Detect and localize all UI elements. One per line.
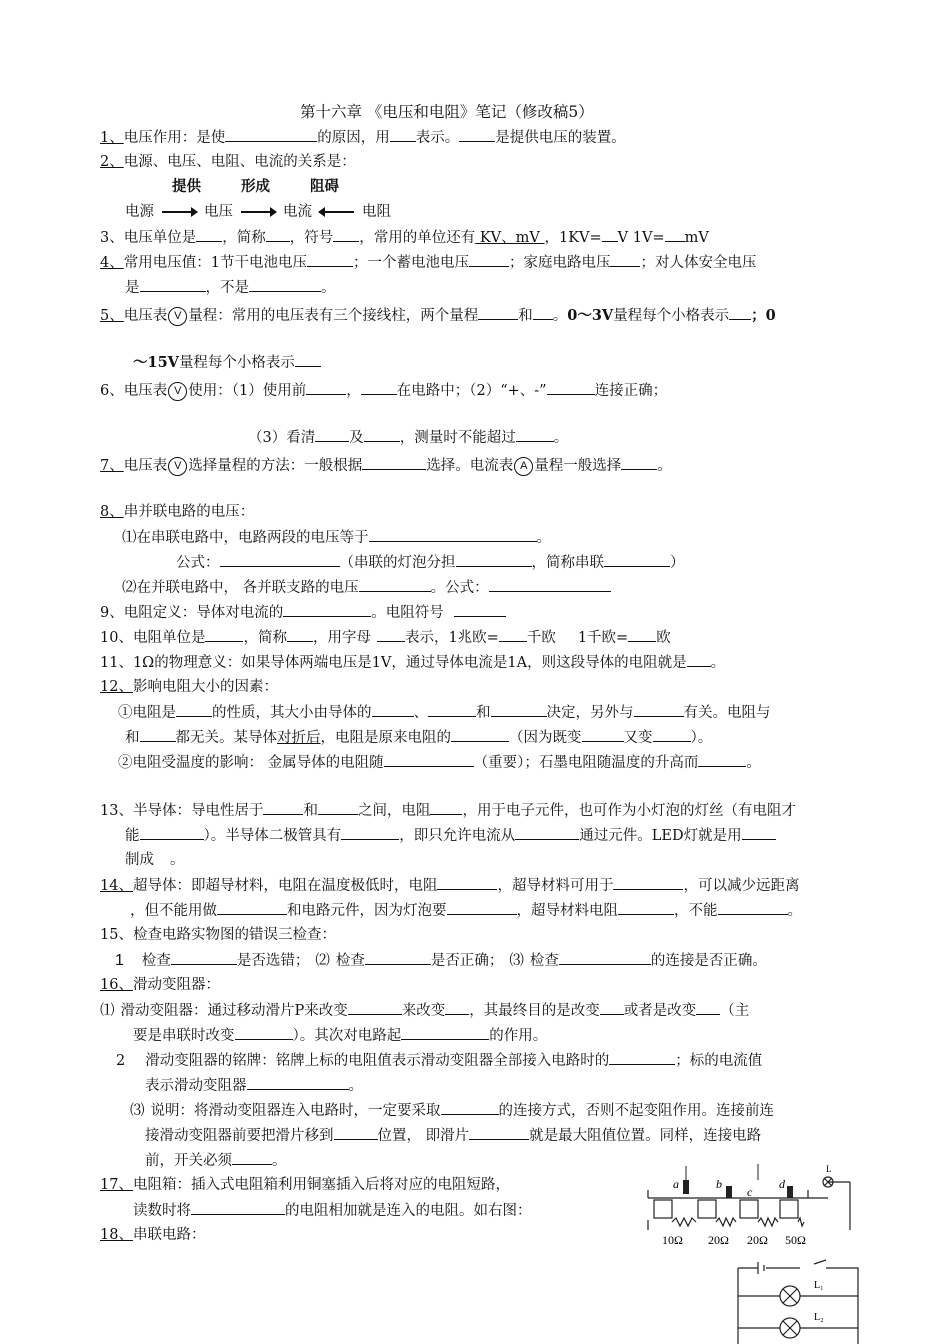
item-12-c: ②电阻受温度的影响： 金属导体的电阻随 （重要）；石墨电阻随温度的升高而 。 [118, 752, 761, 773]
item-18: 18、串联电路： [100, 1227, 206, 1243]
lamp-label: L [826, 1164, 832, 1174]
item-17: 17、电阻箱：插入式电阻箱利用铜塞插入后将对应的电阻短路， [100, 1177, 510, 1193]
item-16-3-cont2: 前，开关必须 。 [145, 1150, 287, 1171]
page-title: 第十六章 《电压和电阻》笔记（修改稿5） [300, 103, 594, 121]
item-13-cont: 能 ）。半导体二极管具有 ，即只允许电流从 通过元件。LED灯就是用 [125, 825, 776, 846]
item-15-checks: 1 检查 是否选错； ⑵ 检查 是否正确； ⑶ 检查 的连接是否正确。 [115, 952, 767, 969]
relation-chain: 电源 电压 电流 电阻 [125, 204, 391, 220]
item-16-2: 2 滑动变阻器的铭牌：铭牌上标的电阻值表示滑动变阻器全部接入电路时的 ；标的电流值 [116, 1050, 762, 1071]
series-circuit-figure [730, 1258, 865, 1344]
item-16-1: ⑴ 滑动变阻器：通过移动滑片P来改变 来改变 ，其最终目的是改变 或者是改变 （主 [100, 1000, 749, 1021]
item-8-series: ⑴在串联电路中，电路两段的电压等于 。 [122, 527, 551, 548]
voltmeter-icon: V [168, 382, 187, 401]
item-14-cont: ，但不能用做 和电路元件，因为灯泡要 ，超导材料电阻 ，不能 。 [130, 900, 802, 921]
item-12-b: 和 都无关。某导体对折后，电阻是原来电阻的 （因为既变 又变 ）。 [125, 727, 712, 748]
item-16-2-cont: 表示滑动变阻器 。 [145, 1075, 363, 1096]
value-20b: 20Ω [747, 1233, 768, 1247]
item-14: 14、超导体：即超导材料，电阻在温度极低时，电阻 ，超导材料可用于 ，可以减少远距离 [100, 875, 799, 896]
item-16-3: ⑶ 说明：将滑动变阻器连入电路时，一定要采取 的连接方式，否则不起变阻作用。连接前连 [130, 1100, 774, 1121]
item-4-cont: 是 ，不是 。 [125, 277, 336, 298]
item-1: 1、电压作用：是使 的原因，用 表示。 是提供电压的装置。 [100, 127, 626, 148]
item-6-cont: （3）看清 及 ，测量时不能超过 。 [248, 427, 568, 448]
item-16-1-cont: 要是串联时改变 ）。其次对电路起 的作用。 [133, 1025, 547, 1046]
item-16-3-cont: 接滑动变阻器前要把滑片移到 位置， 即滑片 就是最大阻值位置。同样，连接电路 [145, 1125, 761, 1146]
item-5-cont: ～15V量程每个小格表示 [133, 352, 321, 373]
voltmeter-icon: V [168, 307, 187, 326]
lamp-l2-label: L₂ [814, 1312, 824, 1323]
item-16: 16、滑动变阻器： [100, 977, 220, 993]
item-7: 7、电压表 V 选择量程的方法：一般根据 选择。电流表 A 量程一般选择 。 [100, 455, 672, 476]
arrow-right-icon [162, 211, 196, 213]
item-12: 12、影响电阻大小的因素： [100, 679, 278, 695]
arrow-right-icon [241, 211, 275, 213]
value-10: 10Ω [662, 1233, 683, 1247]
plug-a [683, 1180, 689, 1194]
item-3: 3、电压单位是 ，简称 ，符号 ，常用的单位还有 KV、mV ，1KV= V 1V= mV [100, 227, 709, 248]
item-8-formula: 公式： （串联的灯泡分担 ，简称串联 ） [176, 552, 685, 573]
plug-d [787, 1186, 793, 1198]
arrow-left-icon [320, 211, 354, 213]
item-4: 4、常用电压值：1节干电池电压 ；一个蓄电池电压 ；家庭电路电压 ；对人体安全电压 [100, 252, 756, 273]
ammeter-icon: A [514, 457, 533, 476]
lamp-l1-label: L₁ [814, 1280, 824, 1291]
item-17-cont: 读数时将 的电阻相加就是连入的电阻。如右图： [133, 1200, 532, 1221]
item-10: 10、电阻单位是 ，简称 ，用字母 表示，1兆欧= 千欧 1千欧= 欧 [100, 627, 671, 648]
item-15: 15、检查电路实物图的错误三检查： [100, 927, 336, 943]
label-c: c [747, 1185, 753, 1199]
relation-verbs: 提供 形成 阻碍 [172, 178, 339, 195]
label-d: d [779, 1177, 785, 1191]
item-13-cont2: 制成 。 [125, 852, 185, 868]
item-12-a: ①电阻是 的性质，其大小由导体的 、 和 决定，另外与 有关。电阻与 [118, 702, 771, 723]
resistance-box-figure [640, 1160, 860, 1248]
item-13: 13、半导体：导电性居于 和 之间，电阻 ，用于电子元件，也可作为小灯泡的灯丝（有电阻才 [100, 800, 796, 821]
item-2: 2、电源、电压、电阻、电流的关系是： [100, 154, 356, 170]
item-5: 5、电压表 V 量程：常用的电压表有三个接线柱，两个量程 和 。0～3V量程每个小格表示 ；0 [100, 307, 776, 324]
item-8: 8、串并联电路的电压： [100, 504, 255, 520]
voltmeter-icon: V [168, 457, 187, 476]
label-a: a [673, 1177, 679, 1191]
value-20a: 20Ω [708, 1233, 729, 1247]
item-11: 11、1Ω的物理意义：如果导体两端电压是1V，通过导体电流是1A，则这段导体的电阻就是 。 [100, 652, 725, 673]
item-6: 6、电压表 V 使用：（1）使用前 ， 在电路中；（2）“+、-” 连接正确； [100, 380, 667, 401]
label-b: b [716, 1177, 722, 1191]
item-8-parallel: ⑵在并联电路中， 各并联支路的电压 。公式： [122, 577, 611, 598]
value-50: 50Ω [785, 1233, 806, 1247]
item-9: 9、电阻定义：导体对电流的 。电阻符号 [100, 602, 506, 623]
plug-b [726, 1186, 732, 1198]
